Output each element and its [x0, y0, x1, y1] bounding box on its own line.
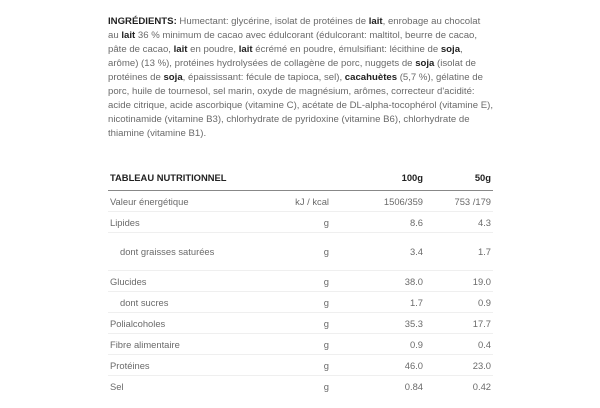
ingredients-segment: , arôme) (13 %), protéines hydrolysées de collagène de porc, nuggets de — [108, 44, 463, 69]
allergen-highlight: lait — [238, 44, 253, 55]
value-100g: 1.7 — [331, 292, 425, 313]
value-50g: 23.0 — [425, 355, 493, 376]
value-50g: 1.7 — [425, 233, 493, 271]
value-50g: 0.42 — [472, 380, 491, 392]
table-row — [108, 376, 493, 397]
nutrient-name: dont sucres — [108, 292, 262, 313]
ingredients-segment: (isolat de protéines de — [108, 58, 476, 83]
ingredients-segment: écrémé en poudre, émulsifiant: lécithine de — [252, 44, 441, 55]
nutrient-unit: g — [262, 334, 331, 355]
nutrient-name: Polialcoholes — [108, 313, 262, 334]
nutrition-table — [108, 164, 493, 396]
value-50g: 0.4 — [425, 334, 493, 355]
table-row — [108, 233, 493, 271]
nutrient-unit: g — [262, 212, 331, 233]
value-100g: 0.9 — [331, 334, 425, 355]
nutrient-unit: kJ / kcal — [262, 191, 331, 212]
ingredients-segment: , épaississant: fécule de tapioca, sel), — [182, 72, 345, 83]
value-100g: 35.3 — [331, 313, 425, 334]
ingredients-segment: Humectant: glycérine, isolat de protéines de — [176, 16, 369, 27]
ingredients-segment: 36 % minimum de cacao avec édulcorant (édulcorant: maltitol, beurre de cacao, pâte de cacao, — [108, 30, 478, 55]
table-row — [108, 271, 493, 292]
unit-header — [262, 164, 331, 191]
nutrient-unit: g — [262, 271, 331, 292]
value-50g: 0.9 — [425, 292, 493, 313]
nutrient-name: Lipides — [108, 212, 262, 233]
value-100g: 1506/359 — [331, 191, 425, 212]
ingredients-section — [108, 15, 493, 141]
table-row — [108, 313, 493, 334]
table-row — [108, 212, 493, 233]
value-50g: 17.7 — [425, 313, 493, 334]
nutrient-unit: g — [262, 355, 331, 376]
ingredients-body — [108, 16, 493, 139]
nutrient-name: Fibre alimentaire — [108, 334, 262, 355]
nutrient-name: Valeur énergétique — [108, 191, 262, 212]
col-50g-header: 50g — [425, 164, 493, 191]
ingredients-segment: en poudre, — [187, 44, 239, 55]
value-50g: 4.3 — [425, 212, 493, 233]
ingredients-text — [108, 15, 493, 141]
nutrition-title: TABLEAU NUTRITIONNEL — [108, 164, 262, 191]
nutrient-unit: g — [262, 233, 331, 271]
ingredients-label: INGRÉDIENTS: — [108, 16, 177, 27]
table-row — [108, 191, 493, 212]
allergen-highlight: soja — [415, 58, 435, 69]
allergen-highlight: soja — [440, 44, 461, 55]
value-50g: 19.0 — [425, 271, 493, 292]
nutrient-unit: g — [262, 313, 331, 334]
value-100g: 38.0 — [331, 271, 425, 292]
allergen-highlight: lait — [368, 16, 383, 27]
ingredients-segment: (5,7 %), gélatine de porc, huile de tournesol, sel marin, oxyde de magnésium, arômes, correcteur d'acidité: acide citrique, acide ascorbique (vitamine C), acétate de DL-alpha-tocophérol (vitamine E), nicotinamide (vitamine B3), chlorhydrate de pyridoxine (vitamine B6), chlorhydrate de thiamine (vitamine B1). — [108, 72, 494, 139]
nutrient-name: Glucides — [108, 271, 262, 292]
allergen-highlight: cacahuètes — [344, 72, 398, 83]
table-row — [108, 355, 493, 376]
nutrient-name: dont graisses saturées — [108, 233, 262, 271]
allergen-highlight: lait — [173, 44, 188, 55]
value-100g: 8.6 — [331, 212, 425, 233]
nutrition-header-row — [108, 164, 493, 191]
nutrient-unit: g — [323, 380, 329, 392]
value-100g: 0.84 — [404, 380, 423, 392]
nutrient-name: Sel — [110, 380, 124, 392]
col-100g-header: 100g — [331, 164, 425, 191]
ingredients-segment: , enrobage au chocolat au — [108, 16, 481, 41]
allergen-highlight: lait — [121, 30, 136, 41]
nutrient-unit: g — [262, 292, 331, 313]
value-100g: 46.0 — [331, 355, 425, 376]
table-row — [108, 334, 493, 355]
value-100g: 3.4 — [331, 233, 425, 271]
value-50g: 753 /179 — [425, 191, 493, 212]
nutrient-name: Protéines — [108, 355, 262, 376]
table-row — [108, 292, 493, 313]
allergen-highlight: soja — [163, 72, 183, 83]
